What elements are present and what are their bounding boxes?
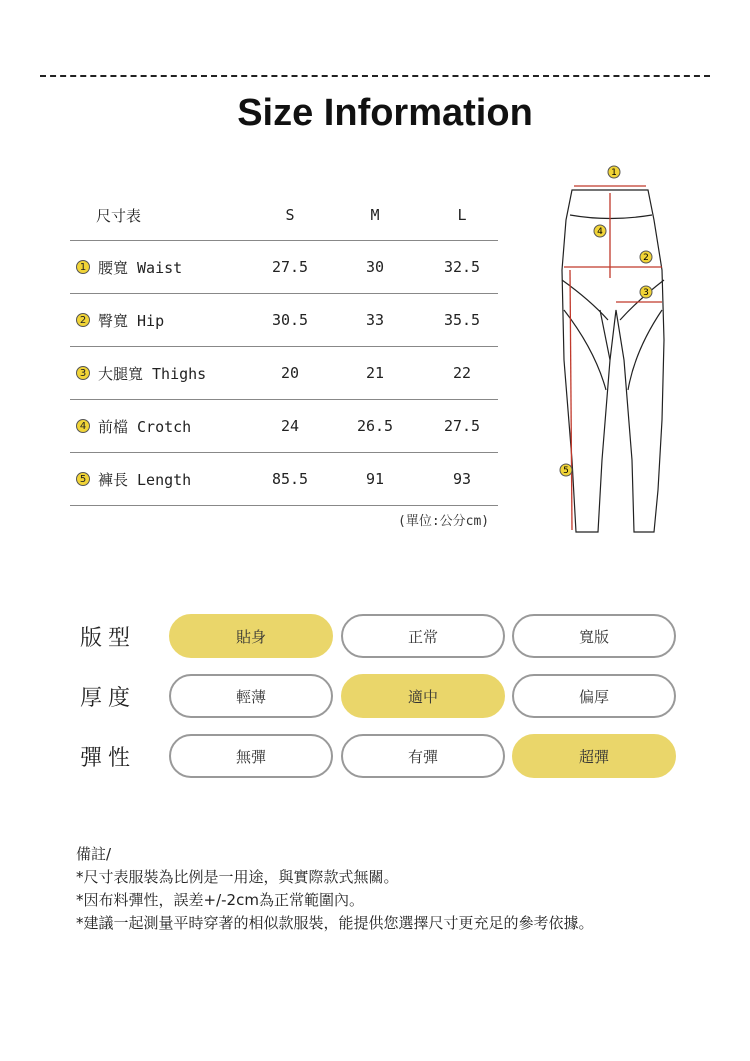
header-s: S (285, 206, 295, 224)
value-m: 30 (365, 258, 385, 276)
notes (76, 843, 594, 935)
table-header (70, 190, 498, 241)
notes-heading: 備註/ (76, 845, 112, 863)
table-row (70, 241, 498, 294)
unit-note: (單位:公分cm) (398, 514, 490, 529)
value-l: 32.5 (443, 258, 481, 276)
header-name: 尺寸表 (96, 206, 142, 225)
table-row (70, 294, 498, 347)
value-s: 20 (280, 364, 300, 382)
size-table (70, 190, 498, 506)
attr-thickness (80, 674, 680, 718)
value-l: 93 (452, 470, 472, 488)
option-pill: 偏厚 (512, 674, 676, 718)
option-pill: 寬版 (512, 614, 676, 658)
option-pill: 輕薄 (169, 674, 333, 718)
value-l: 27.5 (443, 417, 481, 435)
measure-name: 褲長 Length (98, 470, 192, 489)
table-row (70, 400, 498, 453)
table-row (70, 347, 498, 400)
header-l: L (457, 206, 467, 224)
option-pill: 有彈 (341, 734, 505, 778)
marker-3: 3 (643, 288, 649, 298)
marker-4: 4 (597, 227, 603, 237)
marker-2: 2 (643, 253, 649, 263)
value-m: 91 (365, 470, 385, 488)
note-line: *尺寸表服裝為比例是一用途，與實際款式無關。 (76, 868, 399, 886)
value-s: 30.5 (271, 311, 309, 329)
attr-label: 彈性 (80, 745, 137, 771)
option-pill: 無彈 (169, 734, 333, 778)
page-title: Size Information (237, 92, 533, 134)
value-s: 85.5 (271, 470, 309, 488)
value-m: 33 (365, 311, 385, 329)
measure-name: 腰寬 Waist (98, 258, 183, 277)
attr-fit (80, 614, 680, 658)
marker-5: 5 (563, 466, 569, 476)
table-row (70, 453, 498, 506)
header-m: M (370, 206, 380, 224)
value-m: 26.5 (356, 417, 394, 435)
attr-label: 厚度 (80, 685, 137, 711)
value-s: 24 (280, 417, 300, 435)
attr-elasticity (80, 734, 680, 778)
attr-label: 版型 (80, 625, 137, 651)
value-l: 35.5 (443, 311, 481, 329)
marker-1: 1 (611, 168, 617, 178)
number-badge: 2 (76, 313, 90, 327)
number-badge: 5 (76, 472, 90, 486)
measure-name: 前檔 Crotch (98, 417, 192, 436)
value-l: 22 (452, 364, 472, 382)
number-badge: 1 (76, 260, 90, 274)
number-badge: 4 (76, 419, 90, 433)
measure-name: 臀寬 Hip (98, 311, 165, 330)
option-pill: 正常 (341, 614, 505, 658)
diagram-markers (560, 166, 652, 476)
leggings-diagram (550, 160, 680, 540)
note-line: *建議一起測量平時穿著的相似款服裝，能提供您選擇尺寸更充足的參考依據。 (76, 914, 594, 932)
note-line: *因布料彈性，誤差+/-2cm為正常範圍內。 (76, 891, 364, 909)
option-pill: 適中 (341, 674, 505, 718)
dashed-divider (40, 75, 710, 77)
measure-name: 大腿寬 Thighs (98, 364, 207, 383)
option-pill: 超彈 (512, 734, 676, 778)
number-badge: 3 (76, 366, 90, 380)
option-pill: 貼身 (169, 614, 333, 658)
value-s: 27.5 (271, 258, 309, 276)
value-m: 21 (365, 364, 385, 382)
